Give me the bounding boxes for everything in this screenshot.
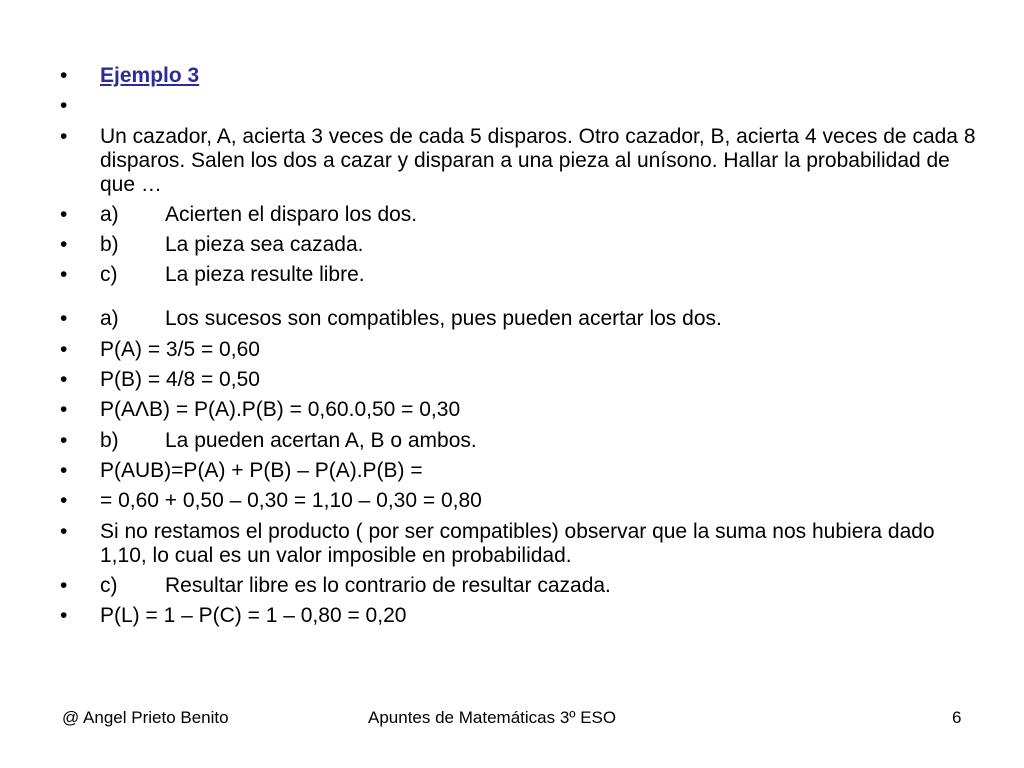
question-label: b) xyxy=(100,233,119,257)
question-label: c) xyxy=(100,263,118,287)
bullet-icon: • xyxy=(60,263,68,287)
p-union-item xyxy=(60,459,980,483)
bullet-icon: • xyxy=(60,398,68,422)
solution-label: c) xyxy=(100,573,118,597)
question-text: La pieza sea cazada. xyxy=(165,233,364,257)
solution-text: Los sucesos son compatibles, pues pueden acertar los dos. xyxy=(165,307,722,331)
question-b-item xyxy=(60,233,980,257)
bullet-icon: • xyxy=(60,124,68,148)
question-a-item xyxy=(60,203,980,227)
bullet-icon: • xyxy=(60,368,68,392)
solution-c-item xyxy=(60,574,980,598)
note-text: Si no restamos el producto ( por ser compatibles) observar que la suma nos hubiera dado 1,10, lo cual es un valor imposible en probabilidad. xyxy=(100,519,935,567)
solution-text: Resultar libre es lo contrario de resultar cazada. xyxy=(165,573,611,597)
solution-text: La pueden acertan A, B o ambos. xyxy=(165,428,477,452)
bullet-icon: • xyxy=(60,458,68,482)
solution-label: a) xyxy=(100,307,119,331)
question-text: Acierten el disparo los dos. xyxy=(165,202,418,226)
bullet-icon: • xyxy=(60,233,68,257)
p-b-item xyxy=(60,368,980,392)
bullet-icon: • xyxy=(60,337,68,361)
example-heading-link[interactable]: Ejemplo 3 xyxy=(100,64,200,87)
question-text: La pieza resulte libre. xyxy=(165,263,365,287)
formula-text: P(AUB)=P(A) + P(B) – P(A).P(B) = xyxy=(100,458,423,482)
solution-label: b) xyxy=(100,428,119,452)
question-label: a) xyxy=(100,202,119,226)
problem-item xyxy=(60,125,980,197)
bullet-icon: • xyxy=(60,94,68,118)
bullet-icon: • xyxy=(60,573,68,597)
solution-b-item xyxy=(60,429,980,453)
bullet-icon: • xyxy=(60,604,68,628)
formula-text: P(AΛB) = P(A).P(B) = 0,60.0,50 = 0,30 xyxy=(100,398,461,422)
slide-bullet-list xyxy=(60,64,980,634)
p-union-value-item xyxy=(60,489,980,513)
p-l-item xyxy=(60,604,980,628)
note-item xyxy=(60,520,980,568)
formula-text: = 0,60 + 0,50 – 0,30 = 1,10 – 0,30 = 0,80 xyxy=(100,489,482,513)
bullet-icon: • xyxy=(60,519,68,543)
question-c-item xyxy=(60,263,980,287)
footer-author: @ Angel Prieto Benito xyxy=(62,708,229,727)
bullet-icon: • xyxy=(60,202,68,226)
p-and-item xyxy=(60,398,980,422)
problem-text: Un cazador, A, acierta 3 veces de cada 5 disparos. Otro cazador, B, acierta 4 veces de cada 8 disparos. Salen los dos a cazar y disparan a una pieza al unísono. Hallar la probabilidad de que … xyxy=(100,124,976,196)
bullet-icon: • xyxy=(60,307,68,331)
footer-course: Apuntes de Matemáticas 3º ESO xyxy=(368,708,617,727)
solution-a-item xyxy=(60,307,980,331)
bullet-icon: • xyxy=(60,428,68,452)
heading-item xyxy=(60,64,980,88)
formula-text: P(B) = 4/8 = 0,50 xyxy=(100,368,260,392)
formula-text: P(A) = 3/5 = 0,60 xyxy=(100,337,260,361)
bullet-icon: • xyxy=(60,489,68,513)
empty-text xyxy=(100,94,106,117)
bullet-icon: • xyxy=(60,64,68,87)
footer-page-number: 6 xyxy=(952,708,962,727)
p-a-item xyxy=(60,338,980,362)
formula-text: P(L) = 1 – P(C) = 1 – 0,80 = 0,20 xyxy=(100,604,407,628)
empty-item xyxy=(60,94,980,118)
